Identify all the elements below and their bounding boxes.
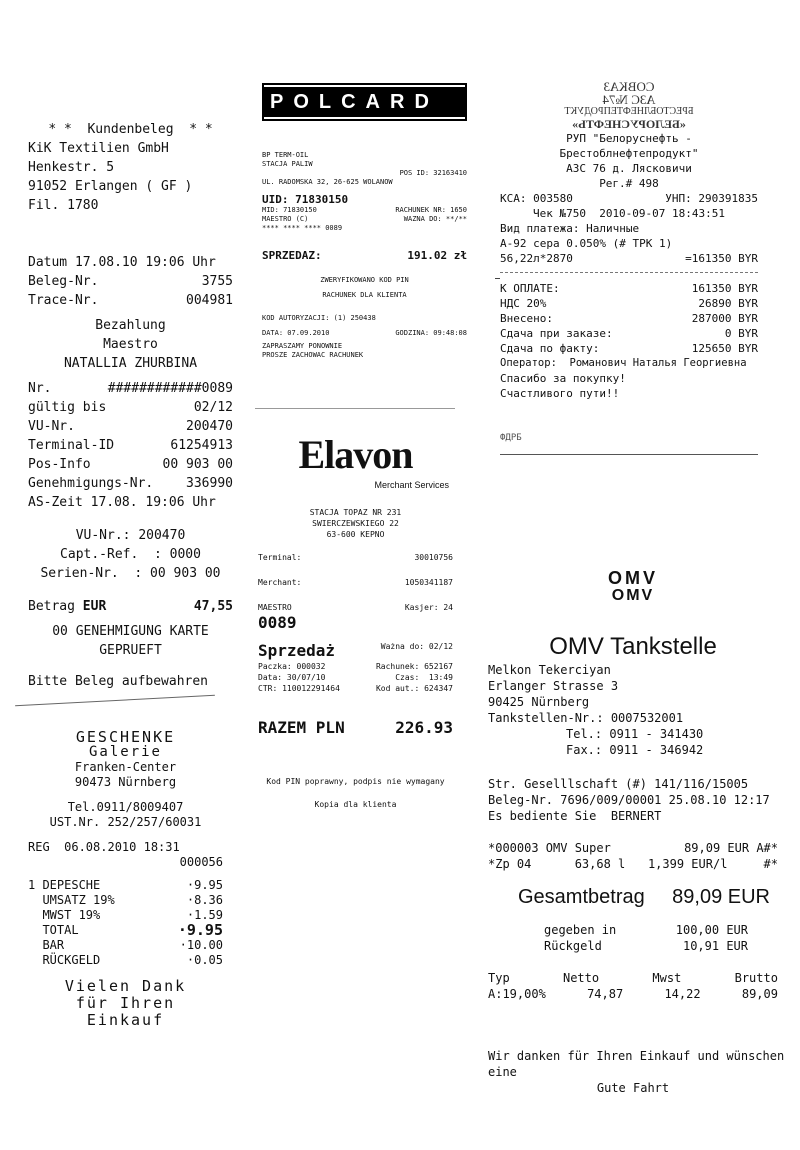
el-row: CTR: 110012291464 Kod aut.: 624347 (258, 684, 453, 693)
omv-bed: Es bediente Sie BERNERT (488, 809, 662, 823)
omv-fax: Fax.: 0911 - 346942 (566, 743, 704, 757)
elavon-sub: Merchant Services (374, 480, 449, 490)
gesch-item: BAR ·10.00 (28, 938, 223, 952)
gesch-item: RÜCKGELD ·0.05 (28, 953, 223, 967)
gesch-ust: UST.Nr. 252/257/60031 (49, 815, 202, 829)
rus-fuel: А-92 сера 0.050% (# ТРК 1) (500, 237, 673, 250)
pc-l2: STACJA PALIW (262, 160, 313, 168)
kik-bitte: Bitte Beleg aufbewahren (28, 674, 209, 689)
el-razem: RAZEM PLN 226.93 (258, 718, 453, 737)
pc-card: **** **** **** 0089 (262, 224, 343, 232)
omv-a1: Melkon Tekerciyan (488, 663, 611, 677)
stamp-line: «БЕЛОРУСНЕФТЬ» (572, 117, 686, 131)
omv-st: Str. Geselllschaft (#) 141/116/15005 (488, 777, 749, 791)
gesch-thanks3: Einkauf (86, 1011, 165, 1029)
el-s2: SWIERCZEWSKIEGO 22 (312, 519, 399, 528)
stamp-line: АЗС №74 (602, 92, 656, 107)
gesch-subtitle: Galerie (88, 744, 162, 760)
gesch-reg: REG 06.08.2010 18:31 (28, 840, 180, 854)
separator (500, 272, 758, 273)
kik-betrag: Betrag EUR 47,55 (28, 599, 233, 614)
pc-l1: BP TERM-OIL (262, 151, 309, 159)
el-sprzedaz-row: Sprzedaż Ważna do: 02/12 (258, 641, 453, 660)
rus-chek: Чек №750 2010-09-07 18:43:51 (532, 207, 726, 220)
kik-row: VU-Nr. 200470 (28, 419, 233, 434)
rus-oper: Оператор: Романович Наталья Георгиевна (500, 357, 747, 369)
elavon-receipt (258, 430, 453, 810)
pc-date-row: DATA: 07.09.2010 GODZINA: 09:48:08 (262, 329, 467, 337)
rus-h3: АЗС 76 д. Лясковичи (566, 162, 692, 175)
rus-vid: Вид платежа: Наличные (500, 222, 640, 235)
gesch-city: 90473 Nürnberg (74, 775, 177, 789)
kik-gen2: GEPRUEFT (99, 643, 162, 658)
stamp-line: СОВКАЗ (603, 79, 655, 94)
omv-a4: Tankstellen-Nr.: 0007532001 (488, 711, 684, 725)
rus-foot: ФДРБ (500, 433, 522, 443)
pc-z1: ZAPRASZAMY PONOWNIE (262, 342, 343, 350)
geschenke-receipt (28, 730, 223, 1029)
omv-total-row: Gesamtbetrag 89,09 EUR (518, 886, 770, 908)
stamp-line: БРЕСТОБЛНЕФТЕПРОДУКТ (564, 106, 694, 117)
el-row: Data: 30/07/10 Czas: 13:49 (258, 673, 453, 682)
kik-bezahlung: Bezahlung (95, 318, 166, 333)
gesch-title: GESCHENKE (75, 728, 176, 746)
pc-rk: RACHUNEK DLA KLIENTA (322, 291, 407, 299)
el-maestro-row: MAESTRO Kasjer: 24 (258, 603, 453, 612)
kik-row: AS-Zeit 17.08. 19:06 Uhr (28, 495, 216, 510)
kik-fil: Fil. 1780 (28, 198, 99, 213)
gesch-item: 1 DEPESCHE ·9.95 (28, 878, 223, 892)
el-kopia: Kopia dla klienta (314, 800, 397, 809)
omv-logo-icon: OMV (607, 568, 658, 588)
el-terminal: Terminal: 30010756 (258, 553, 453, 562)
kik-header: * * Kundenbeleg * * (48, 122, 213, 137)
omv-logo-text: OMV (611, 587, 655, 604)
omv-beleg: Beleg-Nr. 7696/009/00001 25.08.10 12:17 (488, 793, 770, 807)
pc-row: MAESTRO (C) WAZNA DO: **/** (262, 215, 467, 223)
omv-change-row: Rückgeld 10,91 EUR (544, 939, 748, 953)
kik-serien: Serien-Nr. : 00 903 00 (40, 566, 221, 581)
el-merchant: Merchant: 1050341187 (258, 578, 453, 587)
gesch-center: Franken-Center (74, 760, 177, 774)
kik-city: 91052 Erlangen ( GF ) (28, 179, 193, 194)
separator (500, 454, 758, 455)
omv-item-row: *000003 OMV Super 89,09 EUR A#* (488, 841, 778, 855)
kik-gen1: 00 GENEHMIGUNG KARTE (52, 624, 209, 639)
kik-vu: VU-Nr.: 200470 (75, 528, 186, 543)
el-pin: Kod PIN poprawny, podpis nie wymagany (266, 777, 445, 786)
pc-z2: PROSZE ZACHOWAC RACHUNEK (262, 351, 364, 359)
kik-capt: Capt.-Ref. : 0000 (60, 547, 201, 562)
pc-zw: ZWERYFIKOWANO KOD PIN (320, 276, 409, 284)
gesch-tel: Tel.0911/8009407 (67, 800, 184, 814)
gesch-regno: 000056 (179, 855, 223, 869)
omv-title: OMV Tankstelle (549, 633, 717, 660)
omv-item-row: *Zp 04 63,68 l 1,399 EUR/l #* (488, 857, 778, 871)
pc-pos: POS ID: 32163410 (399, 169, 467, 177)
omv-tax-row: A:19,00% 74,87 14,22 89,09 (488, 987, 778, 1001)
elavon-logo: Elavon (298, 432, 413, 477)
omv-eine: eine (488, 1065, 517, 1079)
gesch-item: UMSATZ 19% ·8.36 (28, 893, 223, 907)
rus-qty-row: 56,22л*2870 =161350 BYR (500, 252, 758, 265)
el-s1: STACJA TOPAZ NR 231 (309, 508, 402, 517)
pc-sprzedaz: SPRZEDAZ: 191.02 zł (262, 249, 467, 262)
gesch-item: MWST 19% ·1.59 (28, 908, 223, 922)
rus-row: Внесено: 287000 BYR (500, 312, 758, 325)
rus-row: К ОПЛАТЕ: 161350 BYR (500, 282, 758, 295)
rus-ksa-row: КСА: 003580 УНП: 290391835 (500, 192, 758, 205)
kik-row: Nr. ############0089 (28, 381, 233, 396)
el-card: 0089 (258, 613, 297, 632)
omv-tax-header: Typ Netto Mwst Brutto (488, 971, 778, 985)
omv-tel: Tel.: 0911 - 341430 (566, 727, 704, 741)
kik-row: gültig bis 02/12 (28, 400, 233, 415)
el-s3: 63-600 KEPNO (326, 530, 385, 539)
pc-row: MID: 71830150 RACHUNEK NR: 1650 (262, 206, 467, 214)
rus-h2: Брестоблнефтепродукт" (559, 147, 699, 160)
kik-row: Datum 17.08.10 19:06 Uhr (28, 255, 216, 270)
rus-row: Сдача по факту: 125650 BYR (500, 342, 758, 355)
kik-name: NATALLIA ZHURBINA (63, 356, 198, 371)
kik-row: Pos-Info 00 903 00 (28, 457, 233, 472)
kik-maestro: Maestro (103, 337, 158, 352)
omv-a2: Erlanger Strasse 3 (488, 679, 619, 693)
receipt-edge (15, 695, 215, 706)
gesch-thanks2: für Ihren (75, 994, 176, 1012)
rus-h4: Рег.# 498 (599, 177, 659, 190)
rus-row: Сдача при заказе: 0 BYR (500, 327, 758, 340)
omv-receipt (488, 568, 785, 1096)
rus-row: НДС 20% 26890 BYR (500, 297, 758, 310)
gesch-thanks1: Vielen Dank (64, 977, 187, 995)
omv-wir: Wir danken für Ihren Einkauf und wünschen (488, 1049, 785, 1063)
kik-row: Genehmigungs-Nr. 336990 (28, 476, 233, 491)
omv-a3: 90425 Nürnberg (488, 695, 590, 709)
kik-row: Trace-Nr. 004981 (28, 293, 233, 308)
polcard-logo: POLCARD (262, 83, 467, 121)
rus-h1: РУП "Белоруснефть - (566, 132, 692, 145)
rus-thx2: Счастливого пути!! (500, 387, 620, 400)
kik-receipt (28, 120, 233, 691)
pc-kod: KOD AUTORYZACJI: (1) 250438 (262, 314, 376, 322)
gesch-item: TOTAL ·9.95 (28, 921, 223, 939)
omv-given-row: gegeben in 100,00 EUR (544, 923, 748, 937)
rus-thx1: Спасибо за покупку! (500, 372, 626, 385)
russian-receipt (500, 80, 758, 455)
receipt-edge (255, 408, 455, 409)
kik-company: KiK Textilien GmbH (28, 141, 169, 156)
kik-row: Beleg-Nr. 3755 (28, 274, 233, 289)
omv-gute: Gute Fahrt (596, 1081, 670, 1095)
pc-uid: UID: 71830150 (262, 193, 349, 206)
el-row: Paczka: 000032 Rachunek: 652167 (258, 662, 453, 671)
kik-row: Terminal-ID 61254913 (28, 438, 233, 453)
kik-street: Henkestr. 5 (28, 160, 115, 175)
pc-addr: UL. RADOMSKA 32, 26-625 WOLANOW (262, 178, 393, 186)
polcard-receipt (262, 55, 467, 360)
